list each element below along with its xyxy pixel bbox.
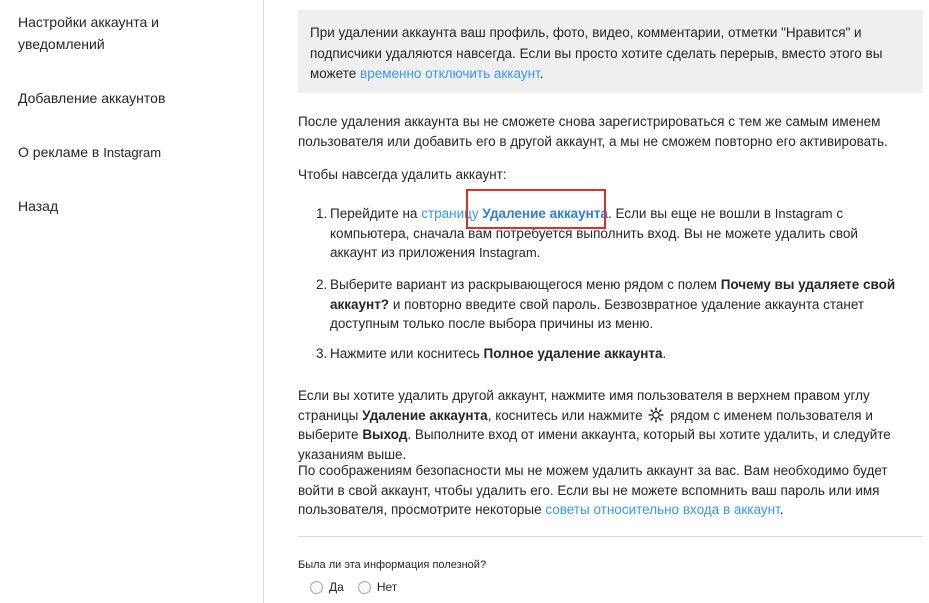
delete-account-page-link[interactable] [421,206,608,221]
paragraph-how-to: Чтобы навсегда удалить аккаунт: [298,167,507,182]
sidebar-item-ads-label: О рекламе в [18,144,104,160]
paragraph-after-deletion: После удаления аккаунта вы не сможете снова зарегистрироваться с тем же самым именем пользователя или добавить его в другой аккаунт, а мы не сможем повторно его активировать. [298,114,888,149]
sidebar-item-account-settings[interactable]: Настройки аккаунта и уведомлений [18,14,159,52]
step-bold: Почему вы удаляете свой аккаунт? [330,277,896,312]
p3-text: рядом с именем пользователя и выберите [298,407,873,442]
feedback-no-option[interactable] [358,578,397,598]
no-label: Нет [376,580,398,594]
paragraph-other-account [298,386,923,464]
p3-text: . Выполните вход от имени аккаунта, который вы хотите удалить, и следуйте указаниям выше. [298,427,891,462]
sidebar-item-ads[interactable] [18,141,248,164]
sidebar-item-ads-brand: Instagram [103,145,162,160]
sidebar-item-add-accounts[interactable]: Добавление аккаунтов [18,90,166,106]
step-item [316,204,906,263]
sidebar [0,0,264,603]
gear-icon [648,407,664,423]
step-text: Выберите вариант из раскрывающегося меню рядом с полем [330,277,721,292]
step-text: . [536,245,541,260]
p3-text: Если вы хотите удалить другой аккаунт, нажмите имя пользователя в верхнем правом углу страницы [298,388,870,423]
step-text: с компьютера, сначала вам потребуется выполнить вход. Вы не можете удалить свой аккаунт из приложения [330,206,858,260]
step-text: и повторно введите свой пароль. Безвозвратное удаление аккаунта станет доступным только после выбора причины из меню. [330,296,865,331]
sidebar-item-back[interactable]: Назад [18,198,59,214]
divider [298,536,923,537]
brand-text: Instagram [478,245,537,260]
note-text: При удалении аккаунта ваш профиль, фото, видео, комментарии, отметки "Нравится" и подписчики удаляются навсегда. Если вы просто хотите сделать перерыв, вместо этого вы можете [310,25,883,81]
step-number: 2. [316,277,328,292]
step-bold: Полное удаление аккаунта [483,346,663,361]
p4-end: . [779,502,784,517]
warning-note [298,10,923,93]
yes-radio[interactable] [310,581,323,594]
p3-text: , коснитесь или нажмите [487,407,647,423]
paragraph-security [298,461,923,520]
p3-bold: Выход [362,427,408,442]
no-radio[interactable] [358,581,371,594]
feedback-yes-option[interactable] [310,578,344,598]
step-item [316,275,906,334]
step-text: . [662,346,667,361]
yes-label: Да [329,580,344,594]
feedback-question: Была ли эта информация полезной? [298,559,487,571]
login-tips-link[interactable]: советы относительно входа в аккаунт [545,502,780,517]
p3-bold: Удаление аккаунта [362,407,488,423]
step-text: Нажмите или коснитесь [330,346,484,361]
link-bold: Удаление аккаунта [482,206,608,221]
brand-text: Instagram [774,206,833,221]
step-number: 1. [316,206,328,221]
step-text: Перейдите на [330,206,422,221]
note-end: . [539,66,544,81]
p4-text: По соображениям безопасности мы не можем удалить аккаунт за вас. Вам необходимо будет войти в свой аккаунт, чтобы удалить его. Если вы не можете вспомнить ваш пароль или имя пользователя, просмотрите некоторые [298,463,888,517]
step-text: . Если вы еще не вошли в [607,206,775,221]
step-item [316,344,666,364]
step-number: 3. [316,346,328,361]
temporarily-disable-link[interactable]: временно отключить аккаунт [360,66,540,81]
link-plain: страницу [421,206,483,221]
feedback-options [310,578,411,598]
